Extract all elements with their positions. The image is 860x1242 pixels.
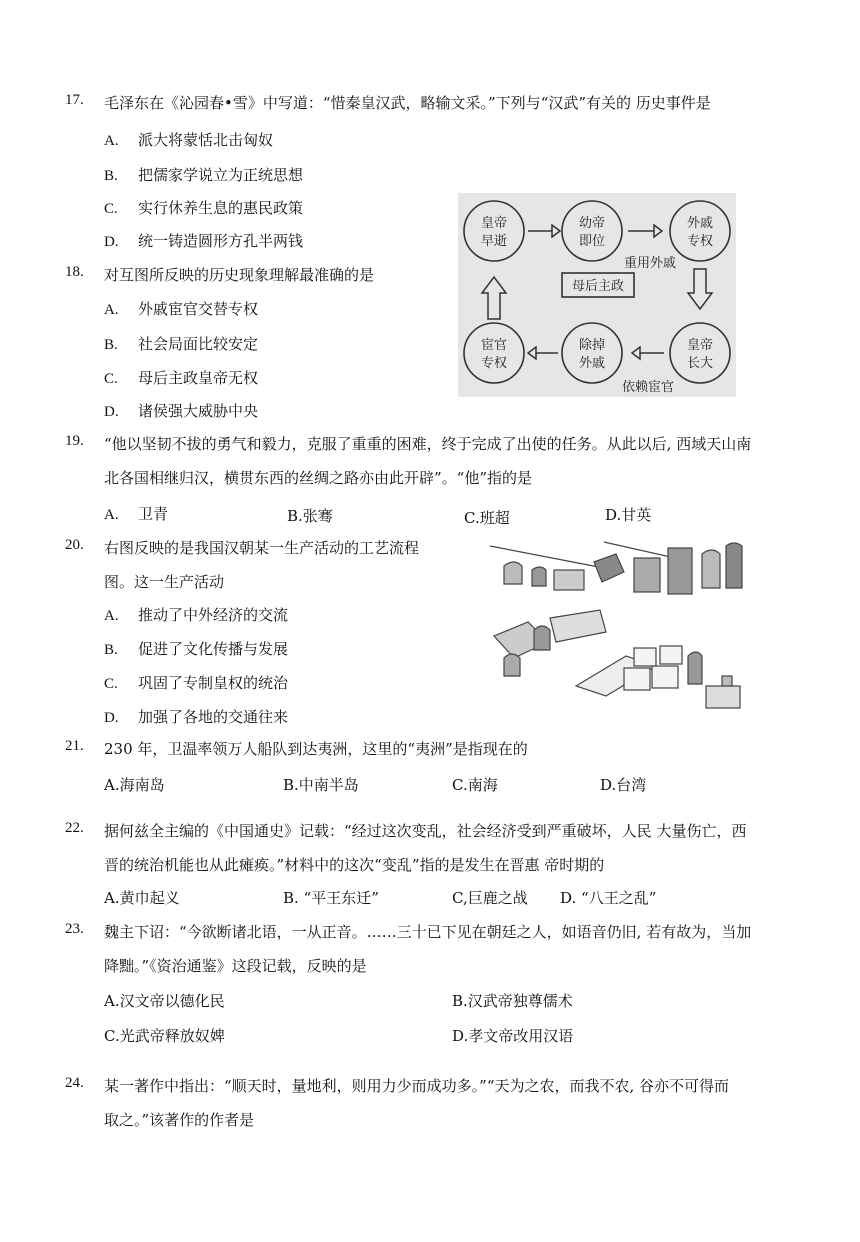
option-c: C,巨鹿之战: [452, 889, 528, 907]
option-b: B.张骞: [287, 507, 333, 525]
power-cycle-diagram: [458, 193, 736, 397]
rely-consort-label: 重用外戚: [623, 256, 677, 271]
node-emperor-grown: [670, 323, 730, 383]
question-stem-line-1: 右图反映的是我国汉朝某一生产活动的工艺流程: [104, 539, 420, 557]
option-d: D. 统一铸造圆形方孔半两钱: [104, 232, 304, 250]
papermaking-illustration: [484, 536, 758, 718]
question-number: 17.: [65, 92, 84, 108]
option-c: C. 实行休养生息的惠民政策: [104, 199, 304, 217]
papermaking-svg: [484, 536, 758, 718]
option-c: C.光武帝释放奴婢: [104, 1027, 225, 1045]
question-stem-line-2: 取之。”该著作的作者是: [104, 1111, 255, 1129]
question-stem-line-2: 晋的统治机能也从此瘫痪。”材料中的这次“变乱”指的是发生在晋惠 帝时期的: [104, 856, 605, 874]
question-stem-line-1: 某一著作中指出：“顺天时，量地利，则用力少而成功多。”“天为之农，而我不农, 谷亦不可得而: [104, 1077, 730, 1095]
node-1-line-1: 皇帝: [480, 216, 508, 231]
option-c: C. 母后主政皇帝无权: [104, 369, 259, 387]
node-3-line-2: 专权: [686, 234, 714, 249]
arrow-left-1: [632, 347, 664, 359]
option-a: A.黄巾起义: [104, 889, 180, 907]
option-c: C.班超: [464, 509, 510, 527]
option-c: C. 巩固了专制皇权的统治: [104, 674, 289, 692]
question-number: 22.: [65, 820, 84, 836]
node-child-emperor: [562, 201, 622, 261]
node-6-line-2: 专权: [480, 356, 508, 371]
option-a: A. 推动了中外经济的交流: [104, 606, 289, 624]
option-b: B. 促进了文化传播与发展: [104, 640, 289, 658]
option-b: B. “平王东迁”: [283, 889, 379, 907]
node-remove-consort: [562, 323, 622, 383]
option-d: D. 加强了各地的交通往来: [104, 708, 289, 726]
node-6-line-1: 宦官: [480, 338, 508, 353]
option-a: A. 外戚宦官交替专权: [104, 300, 259, 318]
node-2-line-2: 即位: [578, 234, 606, 249]
arrow-down: [688, 269, 712, 309]
question-stem-line-2: 降黜。”《资治通鉴》这段记载，反映的是: [104, 957, 367, 975]
question-number: 21.: [65, 738, 84, 754]
option-a: A.海南岛: [104, 776, 165, 794]
option-d: D. “八王之乱”: [560, 889, 657, 907]
option-b: B.中南半岛: [283, 776, 359, 794]
arrow-right-1: [528, 225, 560, 237]
question-stem: 毛泽东在《沁园春•雪》中写道：“惜秦皇汉武，略输文采。”下列与“汉武”有关的 历史事件是: [104, 94, 711, 112]
power-cycle-svg: [458, 193, 736, 397]
arrow-up: [482, 277, 506, 319]
question-stem-line-1: 魏主下诏：“今欲断诸北语，一从正音。……三十已下见在朝廷之人，如语音仍旧, 若有故为，当加: [104, 923, 752, 941]
option-b: B. 把儒家学说立为正统思想: [104, 166, 304, 184]
option-a: A. 派大将蒙恬北击匈奴: [104, 131, 274, 149]
node-eunuch-power: [464, 323, 524, 383]
rely-eunuch-label: 依赖宦官: [621, 380, 675, 395]
question-stem-line-1: “他以坚韧不拔的勇气和毅力，克服了重重的困难，终于完成了出使的任务。从此以后, 西域天山南: [104, 435, 752, 453]
question-number: 20.: [65, 537, 84, 553]
node-5-line-2: 外戚: [578, 356, 606, 371]
question-stem-line-1: 据何兹全主编的《中国通史》记载：“经过这次变乱，社会经济受到严重破坏，人民 大量伤亡，西: [104, 822, 747, 840]
question-stem-line-2: 图。这一生产活动: [104, 573, 225, 591]
option-d: D.孝文帝改用汉语: [452, 1027, 574, 1045]
option-b: B.汉武帝独尊儒术: [452, 992, 573, 1010]
arrow-right-2: [628, 225, 662, 237]
arrow-left-2: [528, 347, 558, 359]
node-5-line-1: 除掉: [578, 338, 606, 353]
question-stem: 230 年，卫温率领万人船队到达夷洲，这里的“夷洲”是指现在的: [104, 740, 528, 758]
node-emperor-early-death: [464, 201, 524, 261]
node-2-line-1: 幼帝: [578, 216, 606, 231]
option-d: D.台湾: [600, 776, 647, 794]
node-4-line-1: 皇帝: [686, 338, 714, 353]
option-d: D. 诸侯强大威胁中央: [104, 402, 259, 420]
question-number: 19.: [65, 433, 84, 449]
question-stem-line-2: 北各国相继归汉，横贯东西的丝绸之路亦由此开辟”。“他”指的是: [104, 469, 533, 487]
node-1-line-2: 早逝: [480, 234, 508, 249]
empress-dowager-label: 母后主政: [571, 279, 625, 294]
option-c: C.南海: [452, 776, 498, 794]
node-3-line-1: 外戚: [686, 216, 714, 231]
question-number: 23.: [65, 921, 84, 937]
option-b: B. 社会局面比较安定: [104, 335, 259, 353]
option-d: D.甘英: [605, 506, 652, 524]
option-a: A.汉文帝以德化民: [104, 992, 225, 1010]
option-a: A. 卫青: [104, 505, 169, 523]
question-number: 24.: [65, 1075, 84, 1091]
question-stem: 对互图所反映的历史现象理解最准确的是: [104, 266, 375, 284]
question-number: 18.: [65, 264, 84, 280]
node-consort-power-top: [670, 201, 730, 261]
node-4-line-2: 长大: [686, 356, 714, 371]
